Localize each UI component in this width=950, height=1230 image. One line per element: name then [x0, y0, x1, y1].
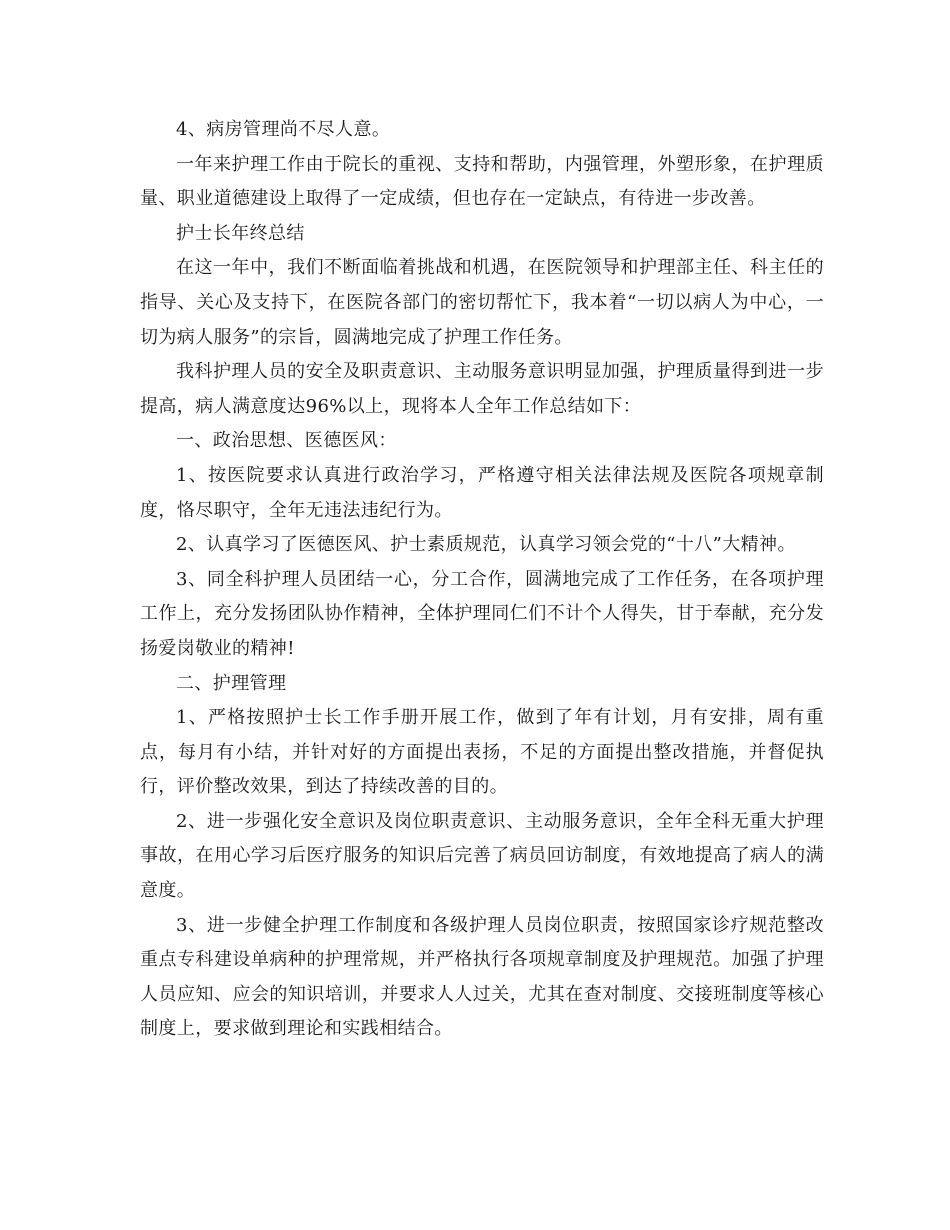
heading-nursing-management: 二、护理管理 — [176, 672, 287, 694]
paragraph-year-summary: 一年来护理工作由于院长的重视、支持和帮助，内强管理，外塑形象，在护理质量、职业道德建设上取得了一定成绩，但也存在一定缺点，有待进一步改善。 — [140, 153, 824, 210]
list-item-management-1: 1、严格按照护士长工作手册开展工作，做到了年有计划，月有安排，周有重点，每月有小结，并针对好的方面提出表扬，不足的方面提出整改措施，并督促执行，评价整改效果，到达了持续改善的目的。 — [140, 707, 824, 798]
list-item-management-3: 3、进一步健全护理工作制度和各级护理人员岗位职责，按照国家诊疗规范整改重点专科建设单病种的护理常规，并严格执行各项规章制度及护理规范。加强了护理人员应知、应会的知识培训，并要求人人过关，尤其在查对制度、交接班制度等核心制度上，要求做到理论和实践相结合。 — [140, 914, 824, 1040]
list-item-management-2: 2、进一步强化安全意识及岗位职责意识、主动服务意识，全年全科无重大护理事故，在用心学习后医疗服务的知识后完善了病员回访制度，有效地提高了病人的满意度。 — [140, 810, 824, 902]
section-title-head-nurse-summary: 护士长年终总结 — [176, 222, 305, 244]
paragraph-overview: 我科护理人员的安全及职责意识、主动服务意识明显加强，护理质量得到进一步提高，病人满意度达96%以上，现将本人全年工作总结如下： — [140, 361, 824, 417]
list-item-political-3: 3、同全科护理人员团结一心，分工合作，圆满地完成了工作任务，在各项护理工作上，充分发扬团队协作精神，全体护理同仁们不计个人得失，甘于奉献，充分发扬爱岗敬业的精神! — [140, 568, 824, 659]
list-item-political-2: 2、认真学习了医德医风、护士素质规范，认真学习领会党的“十八”大精神。 — [176, 534, 796, 556]
paragraph-ward-management: 4、病房管理尚不尽人意。 — [176, 119, 391, 140]
list-item-political-1: 1、按医院要求认真进行政治学习，严格遵守相关法律法规及医院各项规章制度，恪尽职守，全年无违法违纪行为。 — [140, 464, 824, 521]
paragraph-intro: 在这一年中，我们不断面临着挑战和机遇，在医院领导和护理部主任、科主任的指导、关心及支持下，在医院各部门的密切帮忙下，我本着“一切以病人为中心，一切为病人服务”的宗旨，圆满地完成了护理工作任务。 — [140, 257, 824, 348]
heading-political-ethics: 一、政治思想、医德医风： — [176, 430, 397, 452]
document-body — [140, 113, 824, 1047]
